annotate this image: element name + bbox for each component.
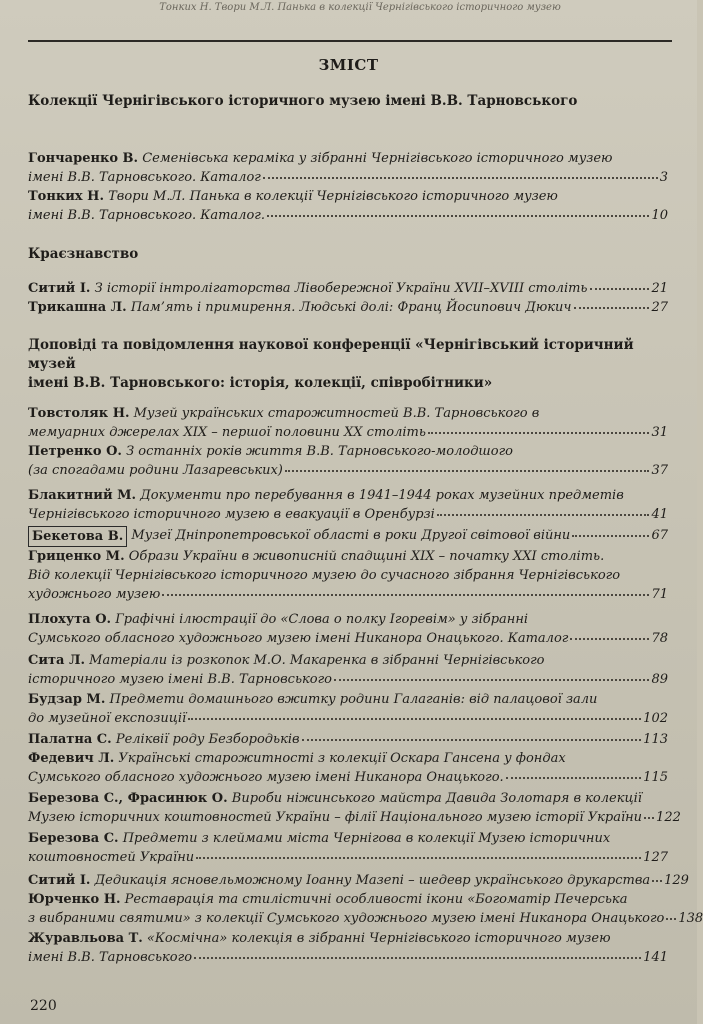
entry-title: З історії інтролігаторства Лівобережної України XVII–XVIII століть (94, 281, 588, 296)
entry-page: 21 (651, 281, 668, 296)
entry-title-cont: Сумського обласного художнього музею імені Никанора Онацького. Каталог (28, 631, 569, 646)
toc-entry[interactable] (28, 187, 668, 225)
entry-title: З останніх років життя В.В. Тарновського-молодшого (126, 444, 513, 459)
entry-title-cont: імені В.В. Тарновського (28, 950, 193, 965)
header-rule (28, 40, 672, 42)
leader-dots (666, 909, 676, 920)
entry-title: Графічні ілюстрації до «Слова о полку Ігоревім» у зібранні (115, 612, 529, 627)
entry-author: Будзар М. (28, 692, 106, 707)
section-heading-line: Доповіді та повідомлення наукової конференції «Чернігівський історичний музей (28, 337, 634, 372)
leader-dots (574, 298, 650, 309)
entry-page: 127 (643, 850, 668, 865)
entry-title-cont: художнього музею (28, 587, 161, 602)
leader-dots (570, 629, 649, 640)
entry-author: Плохута О. (28, 612, 112, 627)
toc-entry[interactable] (28, 871, 689, 890)
toc-entry[interactable] (28, 526, 668, 547)
page-title: ЗМІСТ (318, 56, 379, 74)
entry-author: Палатна С. (28, 732, 112, 747)
entry-page: 122 (656, 810, 681, 825)
entry-page: 113 (643, 732, 668, 747)
entry-author: Гриценко М. (28, 549, 125, 564)
entry-author: Ситий І. (28, 281, 91, 296)
entry-title-cont: імені В.В. Тарновського. Каталог (28, 170, 261, 185)
entry-author: Гончаренко В. (28, 151, 139, 166)
entry-title-cont: з вибраними святими» з колекції Сумського художнього музею імені Никанора Онацького (28, 911, 665, 926)
entry-page: 141 (643, 950, 668, 965)
entry-author: Трикашна Л. (28, 300, 127, 315)
entry-author: Петренко О. (28, 444, 122, 459)
entry-page: 67 (651, 528, 668, 543)
entry-title: Вироби ніжинського майстра Давида Золотаря в колекції (231, 791, 642, 806)
entry-title: Предмети домашнього вжитку родини Галаганів: від палацової зали (109, 692, 598, 707)
section-heading-collections: Колекції Чернігівського історичного музею імені В.В. Тарновського (28, 93, 578, 109)
entry-author: Журавльова Т. (28, 931, 143, 946)
toc-entry[interactable] (28, 279, 668, 298)
entry-title-cont: історичного музею імені В.В. Тарновського (28, 672, 333, 687)
leader-dots (302, 730, 642, 741)
entry-page: 115 (643, 770, 668, 785)
entry-page: 89 (651, 672, 668, 687)
leader-dots (652, 871, 662, 882)
bleed-through-running-head: Тонких Н. Твори М.Л. Панька в колекції Чернігівського історичного музею (159, 2, 561, 13)
leader-dots (572, 526, 649, 537)
entry-title: Музеї Дніпропетровської області в роки Другої світової війни (131, 528, 571, 543)
leader-dots (590, 279, 650, 290)
entry-title: Дедикація ясновельможному Іоанну Мазепі – шедевр українського друкарства (94, 873, 651, 888)
section-heading-conference (28, 336, 658, 393)
toc-entry[interactable] (28, 651, 668, 689)
entry-page: 78 (651, 631, 668, 646)
toc-entry[interactable] (28, 547, 668, 604)
entry-page: 31 (651, 425, 668, 440)
leader-dots (644, 808, 654, 819)
leader-dots (334, 670, 649, 681)
toc-entry[interactable] (28, 730, 668, 749)
entry-author: Юрченко Н. (28, 892, 121, 907)
leader-dots (506, 768, 642, 779)
toc-entry[interactable] (28, 149, 668, 187)
entry-title-cont: Чернігівського історичного музею в евакуації в Оренбурзі (28, 507, 435, 522)
entry-title-cont: імені В.В. Тарновського. Каталог. (28, 208, 265, 223)
entry-page: 27 (651, 300, 668, 315)
toc-entry[interactable] (28, 690, 668, 728)
entry-page: 71 (651, 587, 668, 602)
toc-entry[interactable] (28, 789, 681, 827)
toc-entry[interactable] (28, 929, 668, 967)
entry-page: 102 (643, 711, 668, 726)
leader-dots (437, 505, 650, 516)
toc-entry[interactable] (28, 749, 668, 787)
entry-author: Товстоляк Н. (28, 406, 130, 421)
entry-page: 129 (664, 873, 689, 888)
entry-title-cont: Сумського обласного художнього музею імені Никанора Онацького. (28, 770, 504, 785)
entry-author: Березова С. (28, 831, 119, 846)
entry-title-cont: Музею історичних коштовностей України – філії Національного музею історії України (28, 810, 643, 825)
entry-title: «Космічна» колекція в зібранні Чернігівського історичного музею (146, 931, 611, 946)
section-heading-line: імені В.В. Тарновського: історія, колекції, співробітники» (28, 375, 493, 391)
entry-title: Музей українських старожитностей В.В. Тарновського в (133, 406, 540, 421)
entry-author: Федевич Л. (28, 751, 115, 766)
page-number: 220 (30, 998, 57, 1014)
entry-page: 37 (651, 463, 668, 478)
toc-entry[interactable] (28, 404, 668, 442)
entry-page: 138 (678, 911, 703, 926)
toc-entry[interactable] (28, 298, 668, 317)
leader-dots (428, 423, 650, 434)
entry-author: Березова С., Фрасинюк О. (28, 791, 228, 806)
leader-dots (188, 709, 641, 720)
leader-dots (263, 168, 658, 179)
toc-entry[interactable] (28, 890, 703, 928)
entry-page: 41 (651, 507, 668, 522)
entry-page: 3 (659, 170, 668, 185)
entry-title: Семенівська кераміка у зібранні Чернігівського історичного музею (142, 151, 613, 166)
entry-author: Ситий І. (28, 873, 91, 888)
leader-dots (194, 948, 641, 959)
entry-title: Українські старожитності з колекції Оскара Гансена у фондах (118, 751, 566, 766)
entry-author: Блакитний М. (28, 488, 137, 503)
entry-title-cont: коштовностей України (28, 850, 195, 865)
toc-entry[interactable] (28, 442, 668, 480)
entry-author: Тонких Н. (28, 189, 104, 204)
entry-title: Твори М.Л. Панька в колекції Чернігівського історичного музею (108, 189, 558, 204)
entry-title-cont: до музейної експозиції (28, 711, 187, 726)
leader-dots (162, 585, 649, 596)
leader-dots (267, 206, 649, 217)
leader-dots (285, 461, 650, 472)
toc-entry[interactable] (28, 829, 668, 867)
entry-title: Образи України в живописній спадщині XIX – початку XXI століть. (128, 549, 605, 564)
entry-title-cont: Від колекції Чернігівського історичного музею до сучасного зібрання Чернігівського (28, 568, 621, 583)
entry-title-cont: мемуарних джерелах XIX – першої половини XX століть (28, 425, 426, 440)
entry-title: Пам’ять і примирення. Людські долі: Франц Йосипович Дюкич (130, 300, 572, 315)
entry-title: Реліквії роду Безбородьків (115, 732, 300, 747)
leader-dots (196, 848, 641, 859)
section-heading-local-history: Краєзнавство (28, 246, 139, 262)
entry-page: 10 (651, 208, 668, 223)
entry-title: Документи про перебування в 1941–1944 роках музейних предметів (140, 488, 624, 503)
toc-entry[interactable] (28, 610, 668, 648)
entry-title: Реставрація та стилістичні особливості ікони «Богоматір Печерська (124, 892, 628, 907)
entry-title: Матеріали із розкопок М.О. Макаренка в зібранні Чернігівського (89, 653, 545, 668)
entry-author: Сита Л. (28, 653, 86, 668)
entry-title-cont: (за спогадами родини Лазаревських) (28, 463, 283, 478)
toc-entry[interactable] (28, 486, 668, 524)
entry-author-highlighted: Бекетова В. (28, 526, 127, 547)
entry-title: Предмети з клеймами міста Чернігова в колекції Музею історичних (122, 831, 611, 846)
